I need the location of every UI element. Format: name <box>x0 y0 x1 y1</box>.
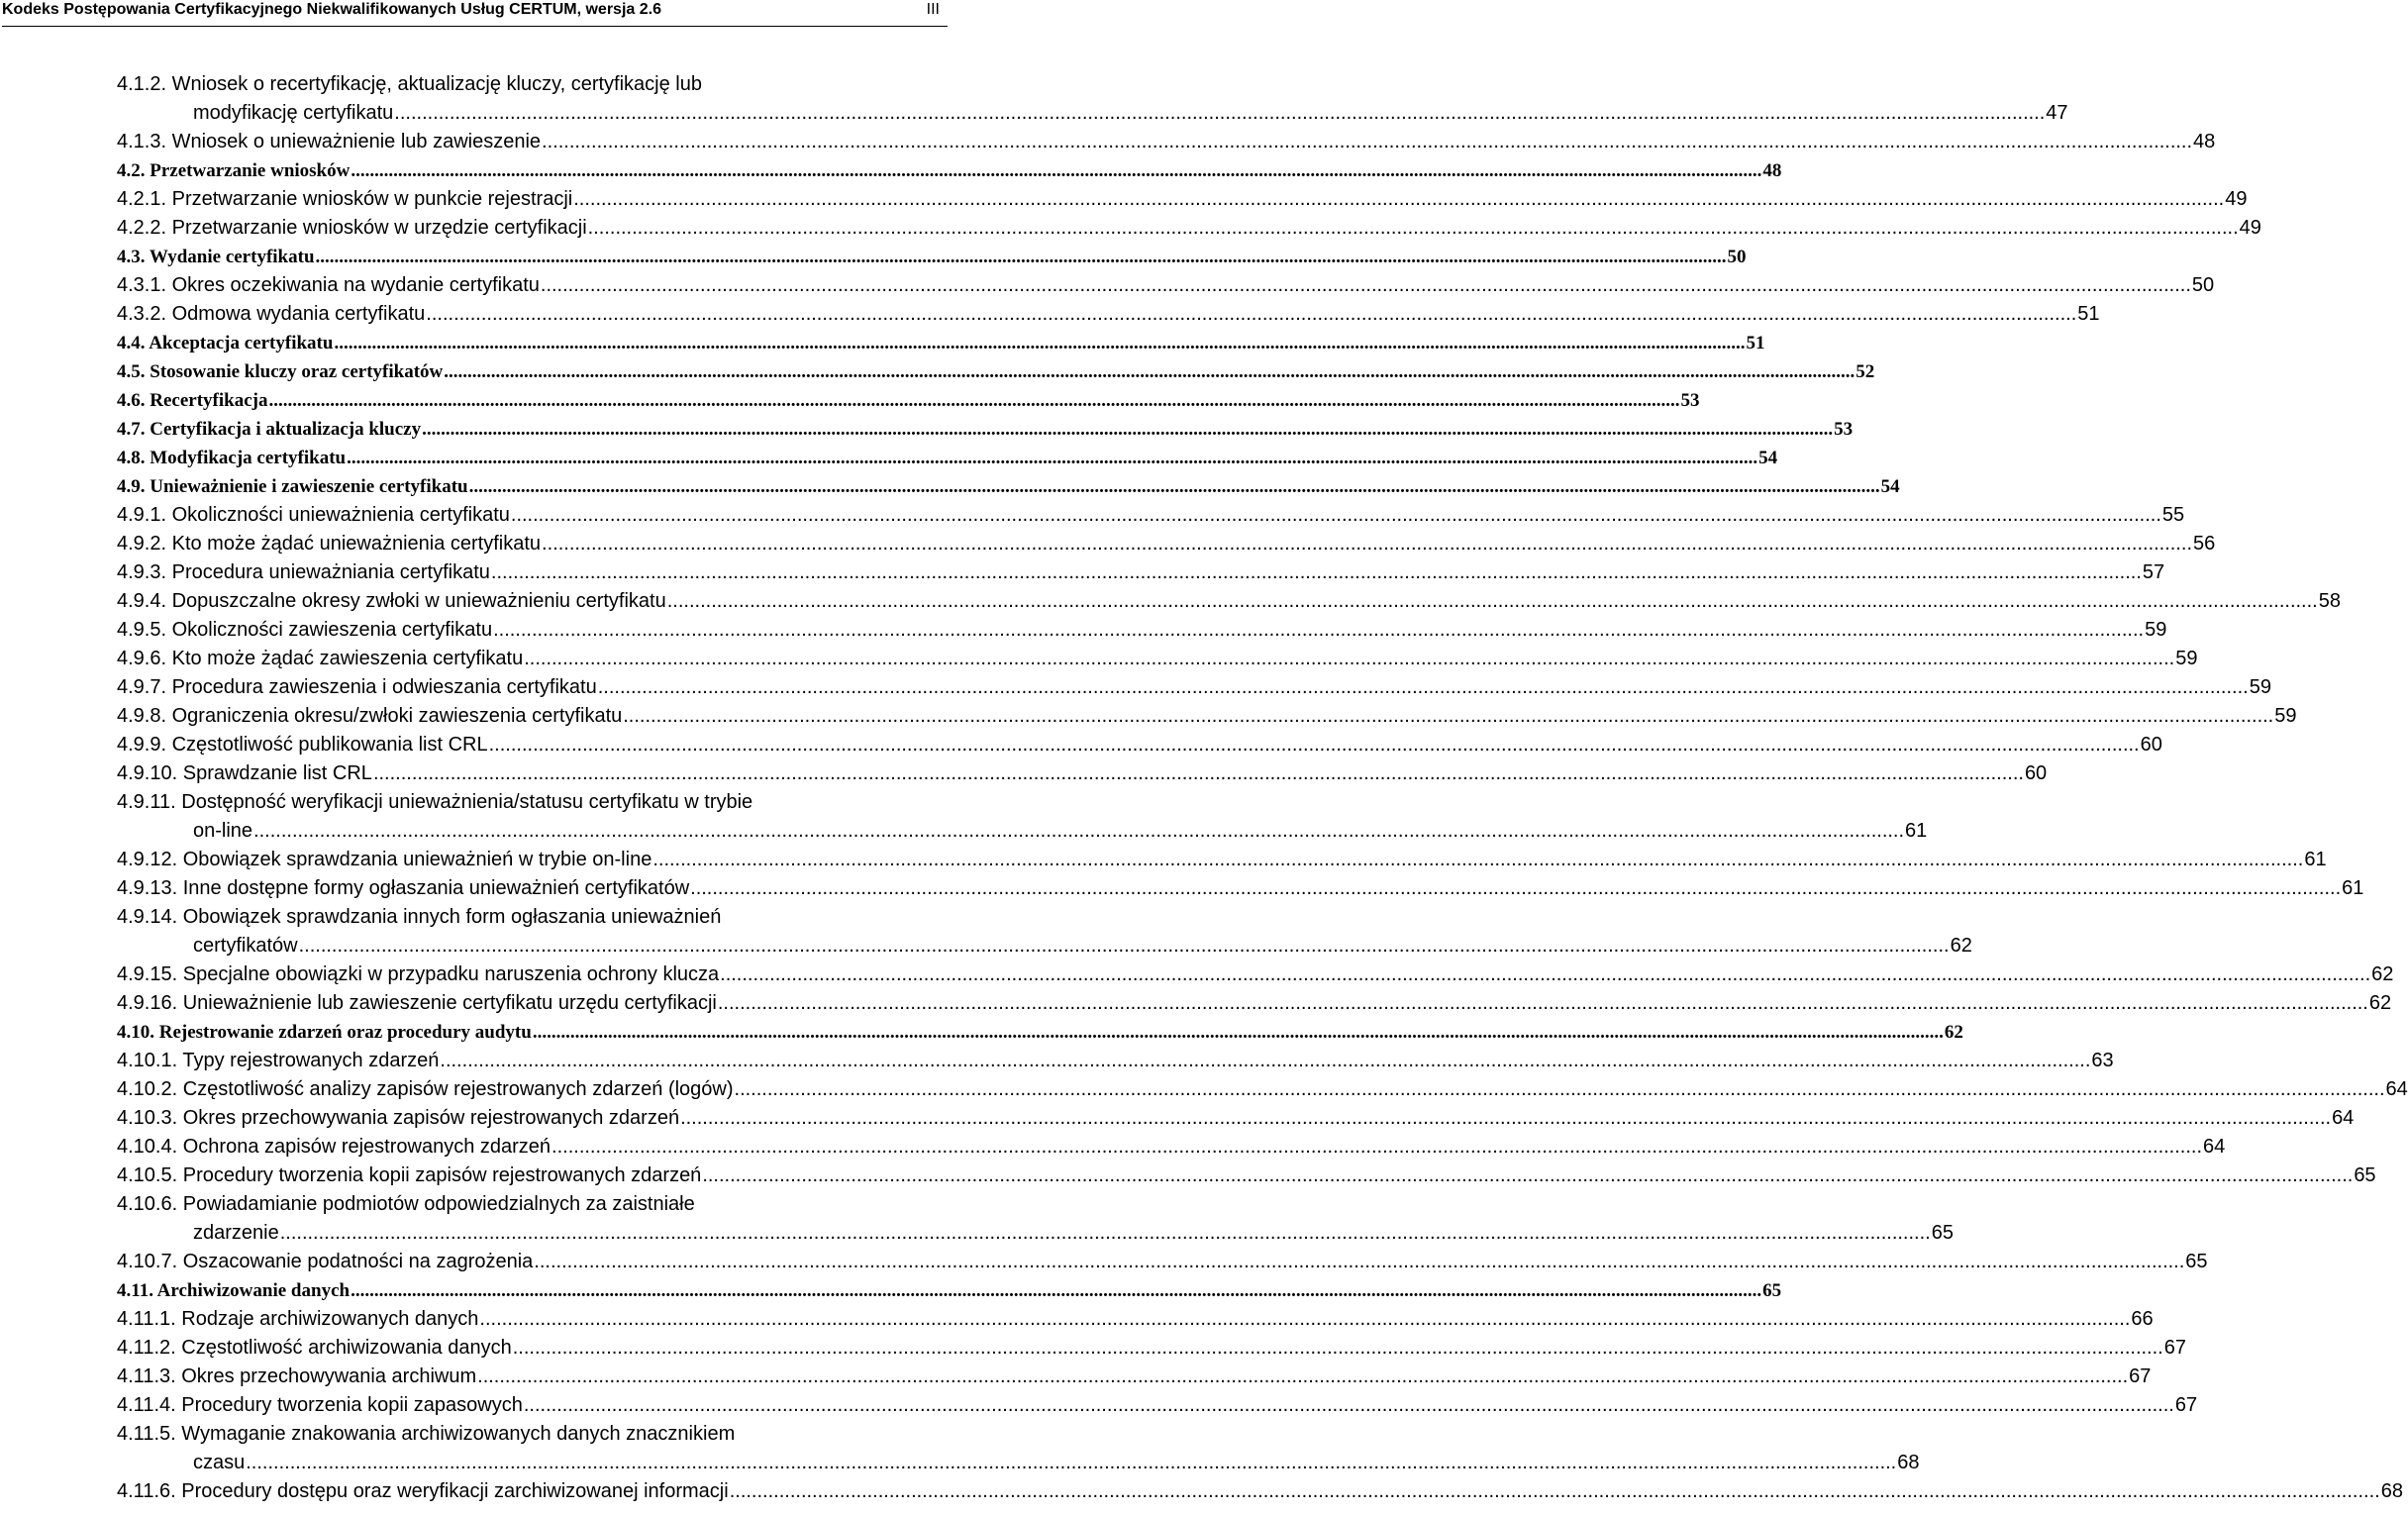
toc-entry-number: 4.9.13. <box>117 877 178 899</box>
toc-entry-text: Inne dostępne formy ogłaszania unieważnień certyfikatów <box>182 877 690 899</box>
dot-leader: ............................................................................................................................................................................................................................................................................................................ <box>510 504 2161 526</box>
toc-entry-number: 4.7. <box>117 419 146 440</box>
toc-entry[interactable] <box>0 587 2341 616</box>
toc-entry-text: czasu <box>193 1452 246 1473</box>
dot-leader: ............................................................................................................................................................................................................................................................................................................ <box>493 619 2145 641</box>
toc-entry[interactable] <box>0 1075 2408 1104</box>
toc-entry-title <box>117 243 315 271</box>
toc-entry-title <box>117 587 666 616</box>
dot-leader: ............................................................................................................................................................................................................................................................................................................ <box>702 1164 2354 1186</box>
toc-entry-page-number: 55 <box>2161 504 2185 526</box>
toc-entry[interactable] <box>0 415 1854 444</box>
toc-entry-page-number: 65 <box>2185 1251 2208 1272</box>
dot-leader: ............................................................................................................................................................................................................................................................................................................ <box>488 734 2140 756</box>
toc-entry-text: Okres przechowywania archiwum <box>181 1365 477 1387</box>
toc-entry-title <box>117 156 350 185</box>
dot-leader: ............................................................................................................................................................................................................................................................................................................ <box>734 1078 2385 1100</box>
dot-leader: ............................................................................................................................................................................................................................................................................................................ <box>542 131 2193 152</box>
dot-leader: ............................................................................................................................................................................................................................................................................................................ <box>347 448 1758 468</box>
toc-entry-text: Stosowanie kluczy oraz certyfikatów <box>150 361 444 382</box>
dot-leader: ............................................................................................................................................................................................................................................................................................................ <box>426 303 2077 325</box>
toc-entry-text: Wymaganie znakowania archiwizowanych danych znacznikiem <box>181 1423 736 1445</box>
toc-entry[interactable] <box>0 1420 1920 1477</box>
toc-entry-title <box>117 759 372 788</box>
dot-leader: ............................................................................................................................................................................................................................................................................................................ <box>246 1452 1897 1473</box>
toc-entry-text: Oszacowanie podatności na zagrożenia <box>182 1251 534 1272</box>
toc-entry-page-number: 51 <box>1746 333 1765 354</box>
toc-entry-number: 4.9.8. <box>117 705 167 727</box>
toc-entry-title <box>117 1104 679 1133</box>
toc-entry-title <box>117 70 702 99</box>
toc-entry-text: certyfikatów <box>193 935 298 957</box>
toc-entry[interactable] <box>0 645 2198 673</box>
toc-entry[interactable] <box>0 444 1778 472</box>
toc-entry-page-number: 61 <box>2342 877 2364 899</box>
document-title: Kodeks Postępowania Certyfikacyjnego Niekwalifikowanych Usług CERTUM, wersja 2.6 <box>2 1 661 18</box>
toc-entry-text: Rejestrowanie zdarzeń oraz procedury audytu <box>158 1022 532 1043</box>
toc-entry-title-continued <box>193 1219 279 1248</box>
toc-entry-text: Recertyfikacja <box>150 390 268 411</box>
toc-entry[interactable] <box>0 1477 2403 1506</box>
toc-entry-number: 4.11.1. <box>117 1308 176 1330</box>
dot-leader: ............................................................................................................................................................................................................................................................................................................ <box>717 992 2368 1014</box>
toc-entry-number: 4.9.1. <box>117 504 167 526</box>
toc-entry-number: 4.11.4. <box>117 1394 176 1416</box>
dot-leader: ............................................................................................................................................................................................................................................................................................................ <box>490 561 2142 583</box>
toc-entry[interactable] <box>0 673 2271 702</box>
toc-entry-text: Częstotliwość publikowania list CRL <box>171 734 488 756</box>
toc-entry[interactable] <box>0 1104 2355 1133</box>
dot-leader: ............................................................................................................................................................................................................................................................................................................ <box>666 590 2318 612</box>
toc-entry[interactable] <box>0 1334 2186 1363</box>
dot-leader: ............................................................................................................................................................................................................................................................................................................ <box>720 963 2371 985</box>
toc-entry-title <box>117 1334 512 1363</box>
toc-entry-text: Ochrona zapisów rejestrowanych zdarzeń <box>182 1136 552 1158</box>
toc-entry-number: 4.9.7. <box>117 676 167 698</box>
dot-leader: ............................................................................................................................................................................................................................................................................................................ <box>573 188 2225 210</box>
toc-entry-page-number: 68 <box>1897 1452 1920 1473</box>
dot-leader: ............................................................................................................................................................................................................................................................................................................ <box>440 1050 2091 1071</box>
dot-leader: ............................................................................................................................................................................................................................................................................................................ <box>444 361 1856 382</box>
toc-entry-number: 4.9.5. <box>117 619 167 641</box>
toc-entry-page-number: 60 <box>2024 762 2048 784</box>
dot-leader: ............................................................................................................................................................................................................................................................................................................ <box>351 1280 1762 1301</box>
toc-entry-page-number: 60 <box>2140 734 2162 756</box>
toc-entry-text: Częstotliwość archiwizowania danych <box>181 1337 512 1359</box>
toc-entry-text: Procedura unieważniania certyfikatu <box>171 561 490 583</box>
toc-entry[interactable] <box>0 386 1700 415</box>
toc-entry-page-number: 61 <box>1905 820 1928 842</box>
toc-entry-text: Wydanie certyfikatu <box>149 247 315 267</box>
toc-entry-title <box>117 1420 735 1449</box>
toc-entry-text: Specjalne obowiązki w przypadku naruszenia ochrony klucza <box>182 963 720 985</box>
dot-leader: ............................................................................................................................................................................................................................................................................................................ <box>524 648 2175 669</box>
dot-leader: ............................................................................................................................................................................................................................................................................................................ <box>729 1480 2380 1502</box>
toc-entry-text: zdarzenie <box>193 1222 279 1244</box>
toc-entry-text: Dopuszczalne okresy zwłoki w unieważnieniu certyfikatu <box>171 590 666 612</box>
toc-entry[interactable] <box>0 702 2297 731</box>
toc-entry[interactable] <box>0 788 1928 846</box>
toc-entry-title <box>117 472 468 501</box>
toc-entry-page-number: 61 <box>2304 849 2327 870</box>
toc-entry-number: 4.9. <box>117 476 146 497</box>
toc-entry-page-number: 59 <box>2249 676 2271 698</box>
toc-entry-text: Częstotliwość analizy zapisów rejestrowanych zdarzeń (logów) <box>182 1078 734 1100</box>
toc-entry-title <box>117 874 689 903</box>
toc-entry-text: Powiadamianie podmiotów odpowiedzialnych za zaistniałe <box>182 1193 695 1215</box>
toc-entry[interactable] <box>0 874 2364 903</box>
toc-entry-number: 4.9.12. <box>117 849 178 870</box>
toc-entry-page-number: 62 <box>1950 935 1972 957</box>
toc-entry[interactable] <box>0 501 2185 530</box>
toc-entry-page-number: 62 <box>2371 963 2394 985</box>
toc-entry-page-number: 59 <box>2145 619 2167 641</box>
toc-entry-title <box>117 903 721 932</box>
toc-entry-page-number: 53 <box>1834 419 1854 440</box>
toc-entry[interactable] <box>0 185 2248 214</box>
toc-entry-text: Kto może żądać zawieszenia certyfikatu <box>171 648 524 669</box>
toc-entry-page-number: 48 <box>1762 160 1782 181</box>
toc-entry-title <box>117 846 652 874</box>
dot-leader: ............................................................................................................................................................................................................................................................................................................ <box>477 1365 2129 1387</box>
toc-entry-title <box>117 1276 350 1305</box>
dot-leader: ............................................................................................................................................................................................................................................................................................................ <box>680 1107 2332 1129</box>
toc-entry-text: Ograniczenia okresu/zwłoki zawieszenia certyfikatu <box>171 705 623 727</box>
dot-leader: ............................................................................................................................................................................................................................................................................................................ <box>523 1394 2174 1416</box>
toc-entry-page-number: 65 <box>2354 1164 2376 1186</box>
toc-entry-page-number: 49 <box>2225 188 2248 210</box>
toc-entry[interactable] <box>0 1018 1963 1047</box>
toc-entry-page-number: 56 <box>2193 533 2216 555</box>
toc-entry-number: 4.9.3. <box>117 561 167 583</box>
toc-entry-text: Procedury tworzenia kopii zapisów rejestrowanych zdarzeń <box>182 1164 702 1186</box>
dot-leader: ............................................................................................................................................................................................................................................................................................................ <box>351 160 1762 181</box>
toc-entry-page-number: 66 <box>2131 1308 2154 1330</box>
toc-entry-title <box>117 1018 532 1047</box>
page-header <box>2 0 948 27</box>
toc-entry[interactable] <box>0 1133 2226 1162</box>
toc-entry-number: 4.10. <box>117 1022 154 1043</box>
dot-leader: ............................................................................................................................................................................................................................................................................................................ <box>334 333 1746 354</box>
toc-entry-title <box>117 415 421 444</box>
toc-entry-text: Przetwarzanie wniosków <box>150 160 351 181</box>
toc-entry-number: 4.9.10. <box>117 762 178 784</box>
toc-entry-number: 4.3. <box>117 247 146 267</box>
toc-entry[interactable] <box>0 1162 2376 1190</box>
toc-entry-title <box>117 788 752 817</box>
toc-entry-text: Wniosek o recertyfikację, aktualizację kluczy, certyfikację lub <box>171 73 702 95</box>
toc-entry-title <box>117 645 523 673</box>
toc-entry-page-number: 68 <box>2380 1480 2403 1502</box>
toc-entry-text: Procedury tworzenia kopii zapasowych <box>181 1394 523 1416</box>
toc-entry-number: 4.8. <box>117 448 146 468</box>
toc-entry[interactable] <box>0 731 2162 759</box>
toc-entry-text: Przetwarzanie wniosków w urzędzie certyfikacji <box>171 217 587 239</box>
toc-entry[interactable] <box>0 70 2068 128</box>
toc-entry-title <box>117 128 541 156</box>
toc-entry-number: 4.3.1. <box>117 274 167 296</box>
dot-leader: ............................................................................................................................................................................................................................................................................................................ <box>315 247 1727 267</box>
toc-entry-title <box>117 300 425 329</box>
dot-leader: ............................................................................................................................................................................................................................................................................................................ <box>552 1136 2203 1158</box>
toc-entry-text: modyfikację certyfikatu <box>193 102 394 124</box>
toc-entry[interactable] <box>0 1047 2114 1075</box>
toc-entry-title <box>117 1190 695 1219</box>
toc-entry-page-number: 67 <box>2129 1365 2152 1387</box>
toc-entry-page-number: 62 <box>1944 1022 1963 1043</box>
toc-entry-title-continued <box>193 817 252 846</box>
dot-leader: ............................................................................................................................................................................................................................................................................................................ <box>597 676 2249 698</box>
toc-entry-number: 4.10.6. <box>117 1193 178 1215</box>
dot-leader: ............................................................................................................................................................................................................................................................................................................ <box>298 935 1950 957</box>
toc-entry-text: on-line <box>193 820 253 842</box>
toc-entry-text: Archiwizowanie danych <box>156 1280 351 1301</box>
toc-entry[interactable] <box>0 846 2327 874</box>
toc-entry-text: Typy rejestrowanych zdarzeń <box>182 1050 440 1071</box>
toc-entry-page-number: 51 <box>2077 303 2100 325</box>
toc-entry-title <box>117 444 346 472</box>
dot-leader: ............................................................................................................................................................................................................................................................................................................ <box>540 274 2191 296</box>
toc-entry-number: 4.9.6. <box>117 648 167 669</box>
toc-entry-text: Obowiązek sprawdzania unieważnień w trybie on-line <box>182 849 652 870</box>
toc-entry-title <box>117 271 540 300</box>
toc-entry-text: Przetwarzanie wniosków w punkcie rejestracji <box>171 188 573 210</box>
toc-entry-page-number: 64 <box>2203 1136 2226 1158</box>
dot-leader: ............................................................................................................................................................................................................................................................................................................ <box>534 1251 2185 1272</box>
toc-entry[interactable] <box>0 300 2100 329</box>
toc-entry-page-number: 49 <box>2239 217 2261 239</box>
toc-entry[interactable] <box>0 243 1747 271</box>
dot-leader: ............................................................................................................................................................................................................................................................................................................ <box>652 849 2304 870</box>
toc-entry[interactable] <box>0 214 2261 243</box>
toc-entry-text: Sprawdzanie list CRL <box>182 762 372 784</box>
toc-entry-number: 4.10.3. <box>117 1107 178 1129</box>
toc-entry[interactable] <box>0 616 2167 645</box>
toc-entry[interactable] <box>0 329 1765 357</box>
toc-entry-title <box>117 731 488 759</box>
toc-entry-number: 4.11.3. <box>117 1365 176 1387</box>
toc-entry[interactable] <box>0 128 2216 156</box>
toc-entry[interactable] <box>0 960 2394 989</box>
toc-entry-number: 4.10.4. <box>117 1136 178 1158</box>
toc-entry-number: 4.2.2. <box>117 217 167 239</box>
toc-entry-text: Okoliczności zawieszenia certyfikatu <box>171 619 493 641</box>
toc-entry-title <box>117 1391 523 1420</box>
toc-entry-number: 4.11.6. <box>117 1480 176 1502</box>
toc-entry-page-number: 54 <box>1880 476 1900 497</box>
dot-leader: ............................................................................................................................................................................................................................................................................................................ <box>623 705 2274 727</box>
table-of-contents <box>0 70 2408 1506</box>
toc-entry-number: 4.10.1. <box>117 1050 178 1071</box>
toc-entry[interactable] <box>0 558 2165 587</box>
toc-entry[interactable] <box>0 1248 2208 1276</box>
toc-entry-title <box>117 1305 478 1334</box>
toc-entry-text: Unieważnienie lub zawieszenie certyfikatu urzędu certyfikacji <box>182 992 717 1014</box>
toc-entry[interactable] <box>0 1305 2154 1334</box>
dot-leader: ............................................................................................................................................................................................................................................................................................................ <box>279 1222 1931 1244</box>
toc-entry[interactable] <box>0 472 1900 501</box>
toc-entry-text: Odmowa wydania certyfikatu <box>171 303 426 325</box>
dot-leader: ............................................................................................................................................................................................................................................................................................................ <box>372 762 2024 784</box>
toc-entry-title <box>117 673 597 702</box>
toc-entry-page-number: 50 <box>2191 274 2215 296</box>
toc-entry[interactable] <box>0 530 2216 558</box>
toc-entry-page-number: 67 <box>2174 1394 2198 1416</box>
toc-entry-title <box>117 329 333 357</box>
toc-entry-title <box>117 1047 439 1075</box>
toc-entry-title <box>117 214 587 243</box>
toc-entry[interactable] <box>0 989 2392 1018</box>
toc-entry-title <box>117 616 492 645</box>
toc-entry-text: Okoliczności unieważnienia certyfikatu <box>171 504 510 526</box>
toc-entry-title-continued <box>193 1449 245 1477</box>
toc-entry-title-continued <box>193 932 298 960</box>
toc-entry-number: 4.9.2. <box>117 533 167 555</box>
toc-entry-number: 4.9.9. <box>117 734 167 756</box>
toc-entry[interactable] <box>0 1363 2152 1391</box>
toc-entry-text: Obowiązek sprawdzania innych form ogłaszania unieważnień <box>182 906 722 928</box>
toc-entry-page-number: 64 <box>2332 1107 2355 1129</box>
toc-entry[interactable] <box>0 357 1875 386</box>
toc-entry-number: 4.10.7. <box>117 1251 178 1272</box>
toc-entry-title <box>117 386 267 415</box>
toc-entry[interactable] <box>0 903 1972 960</box>
toc-entry-number: 4.9.4. <box>117 590 167 612</box>
toc-entry-text: Unieważnienie i zawieszenie certyfikatu <box>150 476 468 497</box>
toc-entry-text: Dostępność weryfikacji unieważnienia/statusu certyfikatu w trybie <box>181 791 753 813</box>
toc-entry-number: 4.5. <box>117 361 146 382</box>
toc-entry-title <box>117 989 717 1018</box>
toc-entry-title <box>117 1363 476 1391</box>
toc-entry-text: Modyfikacja certyfikatu <box>150 448 347 468</box>
toc-entry-page-number: 65 <box>1762 1280 1782 1301</box>
toc-entry-page-number: 50 <box>1727 247 1747 267</box>
toc-entry-number: 4.9.15. <box>117 963 178 985</box>
toc-entry-number: 4.4. <box>117 333 146 354</box>
toc-entry-number: 4.10.2. <box>117 1078 178 1100</box>
dot-leader: ............................................................................................................................................................................................................................................................................................................ <box>253 820 1905 842</box>
toc-entry-title <box>117 558 490 587</box>
toc-entry-number: 4.9.14. <box>117 906 178 928</box>
toc-entry-title <box>117 702 622 731</box>
toc-entry-number: 4.9.16. <box>117 992 178 1014</box>
toc-entry-title <box>117 1075 734 1104</box>
toc-entry-text: Wniosek o unieważnienie lub zawieszenie <box>171 131 542 152</box>
toc-entry[interactable] <box>0 1276 1782 1305</box>
toc-entry-page-number: 67 <box>2163 1337 2186 1359</box>
toc-entry-number: 4.3.2. <box>117 303 167 325</box>
toc-entry-page-number: 48 <box>2193 131 2216 152</box>
toc-entry-number: 4.2.1. <box>117 188 167 210</box>
header-page-number: III <box>926 1 940 18</box>
toc-entry-page-number: 59 <box>2274 705 2297 727</box>
toc-entry-title-continued <box>193 99 393 128</box>
toc-entry-page-number: 58 <box>2318 590 2341 612</box>
toc-entry-text: Okres oczekiwania na wydanie certyfikatu <box>171 274 540 296</box>
toc-entry-number: 4.10.5. <box>117 1164 178 1186</box>
toc-entry-text: Rodzaje archiwizowanych danych <box>181 1308 479 1330</box>
toc-entry-title <box>117 1162 701 1190</box>
toc-entry-title <box>117 357 443 386</box>
dot-leader: ............................................................................................................................................................................................................................................................................................................ <box>542 533 2193 555</box>
toc-entry-text: Akceptacja certyfikatu <box>149 333 334 354</box>
toc-entry-title <box>117 1477 729 1506</box>
toc-entry[interactable] <box>0 1391 2198 1420</box>
toc-entry-title <box>117 530 541 558</box>
toc-entry-number: 4.2. <box>117 160 146 181</box>
toc-entry-text: Certyfikacja i aktualizacja kluczy <box>150 419 422 440</box>
toc-entry-page-number: 53 <box>1680 390 1700 411</box>
toc-entry-title <box>117 1133 551 1162</box>
toc-entry[interactable] <box>0 759 2048 788</box>
toc-entry-page-number: 65 <box>1931 1222 1954 1244</box>
toc-entry-text: Okres przechowywania zapisów rejestrowanych zdarzeń <box>182 1107 680 1129</box>
toc-entry-title <box>117 501 510 530</box>
toc-entry[interactable] <box>0 1190 1954 1248</box>
toc-entry-page-number: 47 <box>2046 102 2068 124</box>
toc-entry-text: Kto może żądać unieważnienia certyfikatu <box>171 533 542 555</box>
toc-entry-text: Procedura zawieszenia i odwieszania certyfikatu <box>171 676 597 698</box>
dot-leader: ............................................................................................................................................................................................................................................................................................................ <box>268 390 1680 411</box>
toc-entry-page-number: 52 <box>1856 361 1875 382</box>
dot-leader: ............................................................................................................................................................................................................................................................................................................ <box>394 102 2046 124</box>
toc-entry-page-number: 57 <box>2142 561 2165 583</box>
toc-entry-text: Procedury dostępu oraz weryfikacji zarchiwizowanej informacji <box>181 1480 729 1502</box>
toc-entry-page-number: 64 <box>2385 1078 2408 1100</box>
toc-entry-number: 4.1.2. <box>117 73 167 95</box>
toc-entry-page-number: 63 <box>2091 1050 2114 1071</box>
dot-leader: ............................................................................................................................................................................................................................................................................................................ <box>512 1337 2163 1359</box>
toc-entry-page-number: 59 <box>2175 648 2198 669</box>
toc-entry-number: 4.11. <box>117 1280 153 1301</box>
dot-leader: ............................................................................................................................................................................................................................................................................................................ <box>690 877 2342 899</box>
toc-entry-number: 4.6. <box>117 390 146 411</box>
toc-entry[interactable] <box>0 271 2215 300</box>
toc-entry[interactable] <box>0 156 1782 185</box>
toc-entry-number: 4.11.5. <box>117 1423 176 1445</box>
toc-entry-number: 4.1.3. <box>117 131 167 152</box>
dot-leader: ............................................................................................................................................................................................................................................................................................................ <box>468 476 1880 497</box>
dot-leader: ............................................................................................................................................................................................................................................................................................................ <box>587 217 2239 239</box>
toc-entry-number: 4.11.2. <box>117 1337 176 1359</box>
toc-entry-page-number: 54 <box>1758 448 1778 468</box>
toc-entry-title <box>117 960 719 989</box>
toc-entry-title <box>117 185 572 214</box>
dot-leader: ............................................................................................................................................................................................................................................................................................................ <box>532 1022 1944 1043</box>
toc-entry-title <box>117 1248 533 1276</box>
dot-leader: ............................................................................................................................................................................................................................................................................................................ <box>422 419 1834 440</box>
toc-entry-page-number: 62 <box>2368 992 2392 1014</box>
dot-leader: ............................................................................................................................................................................................................................................................................................................ <box>479 1308 2131 1330</box>
toc-entry-number: 4.9.11. <box>117 791 176 813</box>
